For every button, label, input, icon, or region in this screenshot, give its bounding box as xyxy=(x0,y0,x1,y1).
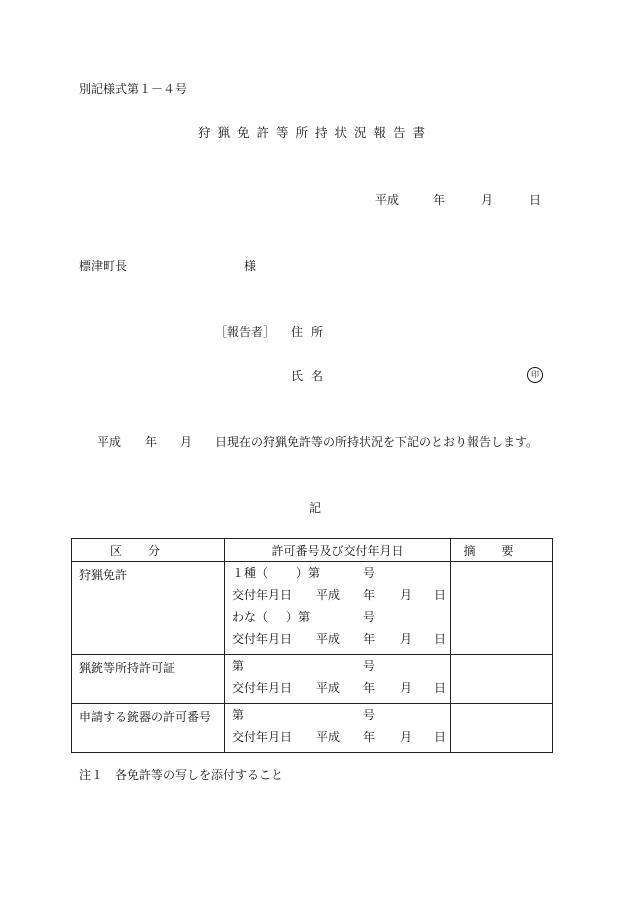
permit-line xyxy=(232,566,450,588)
permit-line xyxy=(232,632,450,654)
table-row xyxy=(72,655,553,704)
row-permit-cell xyxy=(225,562,451,655)
permit-line-text: 交付年月日 xyxy=(232,588,293,602)
permit-line-text: 平成 xyxy=(316,632,341,646)
table-header-row xyxy=(72,539,553,562)
permit-line-text: 号 xyxy=(363,659,376,673)
permit-line-text: １種（ xyxy=(232,566,269,580)
permit-line-text: 号 xyxy=(363,566,376,580)
permit-line-text: 月 xyxy=(400,632,413,646)
row-category: 狩猟免許 xyxy=(72,562,225,655)
header-category: 区分 xyxy=(72,539,225,562)
name-label: 氏名 xyxy=(291,369,332,383)
date-month: 月 xyxy=(481,193,494,207)
permit-line xyxy=(232,730,450,752)
permit-line-text: 交付年月日 xyxy=(232,632,293,646)
reporter-label: ［報告者］ xyxy=(215,325,276,339)
statement-era: 平成 xyxy=(97,435,122,449)
permit-line-text: 日 xyxy=(434,632,447,646)
permit-line-text: 年 xyxy=(363,681,376,695)
permit-line-text: 月 xyxy=(400,681,413,695)
permit-line-text: 月 xyxy=(400,730,413,744)
row-remarks xyxy=(451,704,553,753)
header-permit: 許可番号及び交付年月日 xyxy=(225,539,451,562)
date-year: 年 xyxy=(433,193,446,207)
row-category: 猟銃等所持許可証 xyxy=(72,655,225,704)
table-row xyxy=(72,562,553,655)
ki-heading: 記 xyxy=(308,501,321,515)
row-permit-cell xyxy=(225,704,451,753)
permit-line-text: 日 xyxy=(434,730,447,744)
addressee-honorific: 様 xyxy=(244,259,257,273)
permit-line-text: 日 xyxy=(434,588,447,602)
permit-line-text: 号 xyxy=(363,610,376,624)
addressee-name: 標津町長 xyxy=(79,259,128,273)
statement-text: 日現在の狩猟免許等の所持状況を下記のとおり報告します。 xyxy=(215,435,539,449)
permit-line-text: 第 xyxy=(232,659,245,673)
permit-line-text: 月 xyxy=(400,588,413,602)
statement-month: 月 xyxy=(180,435,193,449)
date-era: 平成 xyxy=(375,193,400,207)
seal-mark: 印 xyxy=(527,367,543,383)
row-remarks xyxy=(451,562,553,655)
form-number: 別記様式第１－４号 xyxy=(79,82,188,96)
permit-line xyxy=(232,659,450,681)
permit-line-text: 号 xyxy=(363,708,376,722)
permit-line xyxy=(232,708,450,730)
permit-line-text: 平成 xyxy=(316,681,341,695)
permit-line-text: 年 xyxy=(363,730,376,744)
permit-table xyxy=(71,538,553,753)
row-permit-cell xyxy=(225,655,451,704)
permit-line-text: わな（ xyxy=(232,610,269,624)
permit-line-text: ）第 xyxy=(296,566,321,580)
permit-line-text: 交付年月日 xyxy=(232,730,293,744)
footnote: 注１ 各免許等の写しを添付すること xyxy=(79,768,284,782)
header-remarks: 摘要 xyxy=(451,539,553,562)
permit-line-text: 交付年月日 xyxy=(232,681,293,695)
row-category: 申請する銃器の許可番号 xyxy=(72,704,225,753)
permit-line-text: ）第 xyxy=(286,610,311,624)
address-label: 住所 xyxy=(291,325,332,339)
permit-line xyxy=(232,681,450,703)
statement-year: 年 xyxy=(145,435,158,449)
permit-line-text: 年 xyxy=(363,632,376,646)
permit-line-text: 平成 xyxy=(316,730,341,744)
permit-line xyxy=(232,610,450,632)
permit-line-text: 年 xyxy=(363,588,376,602)
date-day: 日 xyxy=(529,193,542,207)
document-title: 狩猟免許等所持状況報告書 xyxy=(197,125,432,140)
permit-line-text: 第 xyxy=(232,708,245,722)
row-remarks xyxy=(451,655,553,704)
permit-line-text: 日 xyxy=(434,681,447,695)
table-row xyxy=(72,704,553,753)
permit-line-text: 平成 xyxy=(316,588,341,602)
permit-line xyxy=(232,588,450,610)
